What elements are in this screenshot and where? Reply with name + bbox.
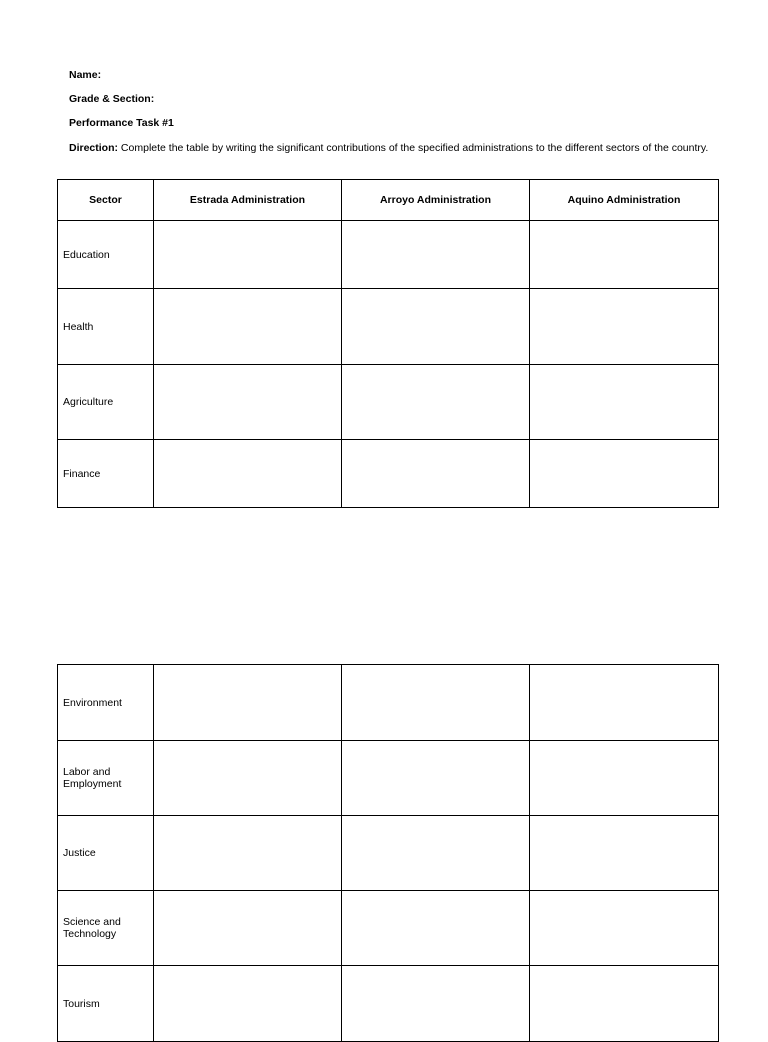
answer-cell[interactable] — [154, 289, 342, 365]
answer-cell[interactable] — [342, 741, 530, 816]
table-row — [58, 816, 719, 891]
header-aquino: Aquino Administration — [530, 180, 719, 221]
name-label: Name: — [69, 69, 102, 81]
sector-cell: Science and Technology — [58, 891, 154, 966]
table-row — [58, 221, 719, 289]
sector-cell: Agriculture — [58, 365, 154, 440]
answer-cell[interactable] — [342, 816, 530, 891]
direction-paragraph — [69, 141, 709, 155]
answer-cell[interactable] — [530, 221, 719, 289]
answer-cell[interactable] — [342, 966, 530, 1042]
sector-cell: Tourism — [58, 966, 154, 1042]
performance-task-title: Performance Task #1 — [69, 117, 174, 129]
direction-label: Direction: — [69, 142, 119, 154]
table-row — [58, 665, 719, 741]
contributions-table — [57, 179, 719, 508]
header-arroyo: Arroyo Administration — [342, 180, 530, 221]
answer-cell[interactable] — [154, 966, 342, 1042]
sector-cell: Education — [58, 221, 154, 289]
sector-cell: Environment — [58, 665, 154, 741]
table-row — [58, 966, 719, 1042]
answer-cell[interactable] — [154, 440, 342, 508]
table-row — [58, 440, 719, 508]
answer-cell[interactable] — [530, 741, 719, 816]
sector-cell: Justice — [58, 816, 154, 891]
answer-cell[interactable] — [154, 221, 342, 289]
header-estrada: Estrada Administration — [154, 180, 342, 221]
answer-cell[interactable] — [342, 221, 530, 289]
table-row — [58, 365, 719, 440]
table-row — [58, 289, 719, 365]
answer-cell[interactable] — [154, 365, 342, 440]
contributions-table-continued — [57, 664, 719, 1042]
answer-cell[interactable] — [342, 440, 530, 508]
direction-text: Complete the table by writing the significant contributions of the specified administrations to the different sectors of the country. — [118, 142, 709, 154]
answer-cell[interactable] — [154, 816, 342, 891]
table-row — [58, 741, 719, 816]
header-sector: Sector — [58, 180, 154, 221]
table-row — [58, 891, 719, 966]
answer-cell[interactable] — [530, 289, 719, 365]
table-header-row — [58, 180, 719, 221]
answer-cell[interactable] — [342, 665, 530, 741]
answer-cell[interactable] — [530, 665, 719, 741]
grade-section-label: Grade & Section: — [69, 93, 155, 105]
sector-cell: Labor and Employment — [58, 741, 154, 816]
answer-cell[interactable] — [530, 966, 719, 1042]
answer-cell[interactable] — [154, 665, 342, 741]
sector-cell: Health — [58, 289, 154, 365]
answer-cell[interactable] — [342, 891, 530, 966]
answer-cell[interactable] — [530, 816, 719, 891]
answer-cell[interactable] — [530, 440, 719, 508]
answer-cell[interactable] — [342, 289, 530, 365]
answer-cell[interactable] — [530, 365, 719, 440]
answer-cell[interactable] — [154, 891, 342, 966]
answer-cell[interactable] — [342, 365, 530, 440]
answer-cell[interactable] — [530, 891, 719, 966]
sector-cell: Finance — [58, 440, 154, 508]
answer-cell[interactable] — [154, 741, 342, 816]
